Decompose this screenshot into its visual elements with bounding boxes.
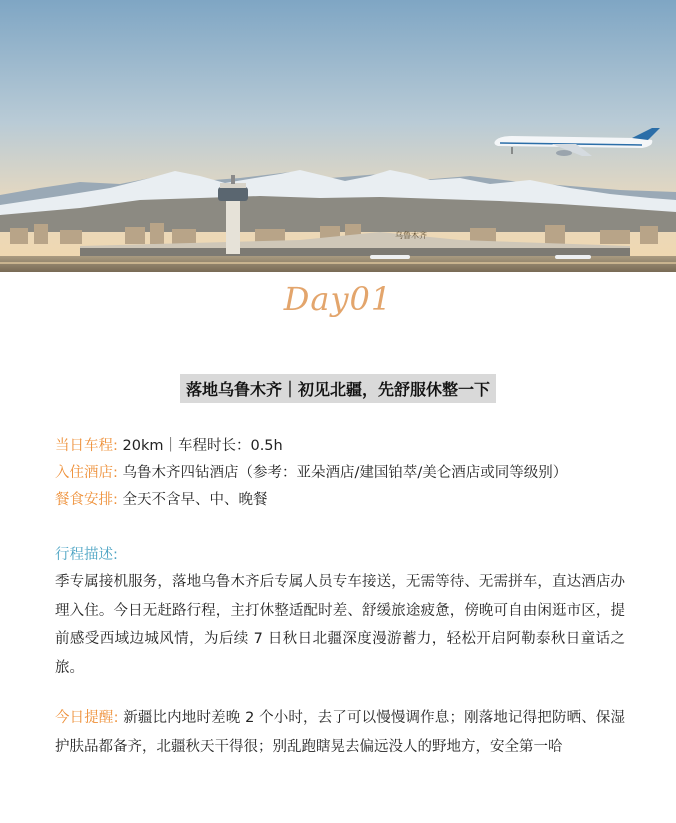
hotel-row	[55, 460, 635, 487]
hotel-label: 入住酒店	[55, 465, 113, 481]
description-body: 季专属接机服务，落地乌鲁木齐后专属人员专车接送，无需等待、无需拼车，直达酒店办理入住。今日无赶路行程，主打休整适配时差、舒缓旅途疲惫，傍晚可自由闲逛市区，提前感受西域边城风情，为后续 7 日秋日北疆深度漫游蓄力，轻松开启阿勒泰秋日童话之旅。	[55, 574, 625, 676]
label-colon: :	[113, 438, 118, 454]
description-label: 行程描述:	[55, 547, 118, 563]
meals-row	[55, 487, 635, 514]
label-colon: :	[113, 465, 118, 481]
meals-value: 全天不含早、中、晚餐	[122, 492, 268, 508]
distance-value: 20km｜车程时长：0.5h	[122, 438, 283, 454]
hero-image	[0, 0, 676, 272]
day-title: Day01	[283, 280, 393, 318]
hotel-value: 乌鲁木齐四钻酒店（参考：亚朵酒店/建国铂萃/美仑酒店或同等级别）	[122, 465, 568, 481]
meals-label: 餐食安排	[55, 492, 113, 508]
tip-body: 新疆比内地时差晚 2 个小时，去了可以慢慢调作息；刚落地记得把防晒、保湿护肤品都备齐，北疆秋天干得很；别乱跑瞎晃去偏远没人的野地方，安全第一哈	[55, 710, 626, 755]
distance-row	[55, 433, 635, 460]
terminal-sign: 乌鲁木齐	[395, 231, 427, 240]
tip-label: 今日提醒:	[55, 710, 119, 726]
distance-label: 当日车程	[55, 438, 113, 454]
day-info-block	[55, 433, 635, 514]
day-headline: 落地乌鲁木齐｜初见北疆，先舒服休整一下	[180, 374, 496, 403]
tip-block	[55, 704, 625, 761]
label-colon: :	[113, 492, 118, 508]
